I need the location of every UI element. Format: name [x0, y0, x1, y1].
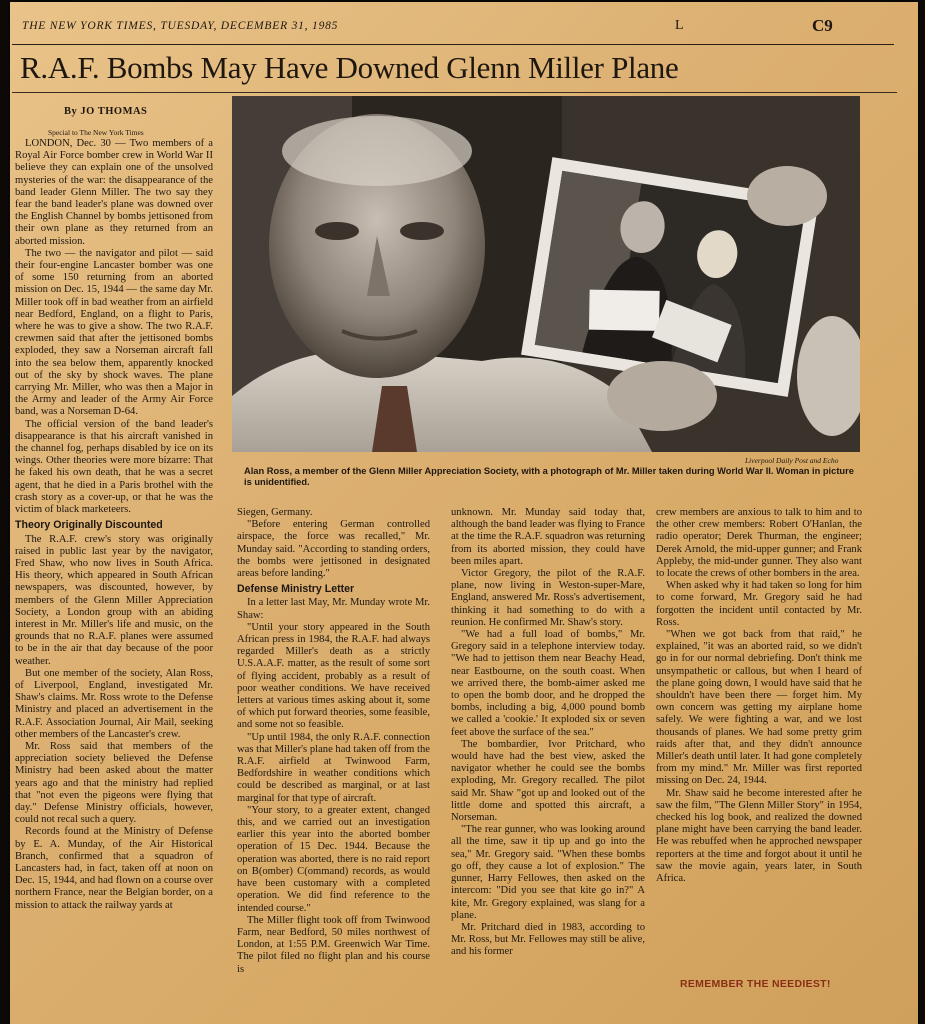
- paragraph: The Miller flight took off from Twinwood Farm, near Bedford, 50 miles northwest of London, at 1:55 P.M. Greenwich War Time. The pilot filed no flight plan and his course is: [237, 914, 430, 975]
- remember-the-neediest-banner: REMEMBER THE NEEDIEST!: [680, 978, 831, 990]
- dateline-special: Special to The New York Times: [48, 128, 144, 137]
- paragraph: "Before entering German controlled airspace, the force was recalled," Mr. Munday said. "According to standing orders, the bombs were jettisoned in designated areas before landing.": [237, 519, 430, 580]
- paragraph: In a letter last May, Mr. Munday wrote Mr. Shaw:: [237, 597, 430, 621]
- subheading: Defense Ministry Letter: [237, 583, 355, 596]
- paragraph: Mr. Shaw said he become interested after he saw the film, "The Glenn Miller Story" in 1954, checked his log book, and realized the downed plane might have been carrying the band leader. He was rebuffed when he approched newspaper reporters at the time and forgot about it until he saw the movie again, years later, in South Africa.: [656, 787, 862, 885]
- masthead: THE NEW YORK TIMES, TUESDAY, DECEMBER 31, 1985: [22, 20, 339, 32]
- paragraph: "When we got back from that raid," he explained, "it was an aborted raid, so we didn't go in for our normal debriefing. Don't think me unsympathetic or callous, but when I heard of the plane going down, I would have said that he shouldn't have been there — forget him. My own concern was getting my airplane home safely. We were fighting a war, and we lost thousands of planes. We had some pretty grim raids after that, and they didn't announce Miller's death until later. It had gone completely from my mind." Mr. Miller was first reported missing on Dec. 24, 1944.: [656, 629, 862, 787]
- paragraph: Records found at the Ministry of Defense by E. A. Munday, of the Air Historical Branch, confirmed that a squadron of Lancasters had, in fact, taken off at noon on Dec. 15, 1944, and had flown on a course over northern France, near the Belgian border, on a mission to attack the railway yards at: [15, 826, 213, 911]
- paragraph: Siegen, Germany.: [237, 507, 313, 518]
- paragraph: Mr. Ross said that members of the appreciation society believed the Defense Ministry had been asked about the matter years ago and that the ministry had replied that "not even the pigeons were flying that day." Defense Ministry officials, however, could not recal such a query.: [15, 740, 213, 826]
- paragraph: "Until your story appeared in the South African press in 1984, the R.A.F. had always regarded Miller's death as a strictly U.S.A.A.F. matter, as the result of some sort of flying accident, probably as a result of poor weather conditions. We have received letters at various times asking about it, some of which put forward theories, some feasible, and some not so feasible.: [237, 621, 430, 731]
- paragraph: When asked why it had taken so long for him to come forward, Mr. Gregory said he had forgotten the incident until contacted by Mr. Ross.: [656, 580, 862, 628]
- article-column-4: [656, 507, 862, 885]
- subheading: Theory Originally Discounted: [15, 519, 163, 532]
- photo-caption: Alan Ross, a member of the Glenn Miller Appreciation Society, with a photograph of Mr. Miller taken during World War II. Woman in picture is unidentified.: [244, 466, 854, 487]
- headline: R.A.F. Bombs May Have Downed Glenn Miller Plane: [20, 50, 679, 85]
- headline-rule: [12, 92, 897, 93]
- paragraph: But one member of the society, Alan Ross, of Liverpool, England, investigated Mr. Shaw's claims. Mr. Ross wrote to the Defense Ministry and placed an advertisement in the R.A.F. Association Journal, Air Mail, seeking other members of the Lancaster's crew.: [15, 667, 213, 740]
- paragraph: crew members are anxious to talk to him and to the other crew members: Robert O'Hanlan, the radio operator; Derek Thurman, the engineer; Derek Arnold, the mid-upper gunner; and Frank Appleby, the mid-under gunner. They also want to locate the crews of other bombers in the area.: [656, 507, 862, 580]
- photo-illustration: [232, 96, 860, 452]
- masthead-rule: [12, 44, 894, 45]
- paragraph: unknown. Mr. Munday said today that, although the band leader was flying to France at the time the R.A.F. squadron was returning from its aborted mission, they could have been miles apart.: [451, 507, 645, 567]
- byline: By JO THOMAS: [64, 106, 148, 117]
- paragraph: "We had a full load of bombs," Mr. Gregory said in a telephone interview today. "We had to jettison them near Beachy Head, near Eastbourne, on the south coast. When we arrived there, the bomb-aimer asked me to open the bomb door, and he dropped the bombs, including a big, 4,000 pound bomb we called a 'cookie.' It exploded six or seven feet above the surface of the sea.": [451, 629, 645, 738]
- paragraph: The R.A.F. crew's story was originally raised in public last year by the navigator, Fred Shaw, who now lives in South Africa. His theory, which appeared in South African newspapers, was discounted, however, by members of the Glenn Miller Appreciation Society, a London group with an abiding interest in Mr. Miller's life and music, on the grounds that no R.A.F. planes were assumed to be in the air that day because of the poor weather.: [15, 533, 213, 667]
- paragraph: The official version of the band leader's disappearance is that his aircraft vanished in the channel fog, perhaps disabled by ice on its wings. Other theories were more bizarre: That he faked his own death, that he was a secret agent, that he died in a Paris brothel with the crash story as a cover-up, or that he was the victim of black marketeers.: [15, 418, 213, 516]
- page-number: C9: [812, 16, 833, 35]
- paragraph: "Up until 1984, the only R.A.F. connection was that Miller's plane had taken off from the R.A.F. airfield at Twinwood Farm, Bedfordshire in weather conditions which could be described as marginal, or at last marginal for that type of aircraft.: [237, 731, 430, 804]
- photo-credit: Liverpool Daily Post and Echo: [745, 456, 839, 465]
- page-mark-l: L: [675, 18, 684, 33]
- paragraph: "The rear gunner, who was looking around all the time, saw it tip up and go into the sea," Mr. Gregory said. "When these bombs go off, they cause a lot of explosion." The gunner, Harry Fellowes, then asked on the intercom: "Did you see that kite go in?" A kite, Mr. Gregory explained, was slang for a plane.: [451, 824, 645, 921]
- paragraph: The two — the navigator and pilot — said their four-engine Lancaster bomber was one of some 150 returning from an aborted mission on Dec. 15, 1944 — the same day Mr. Miller took off in bad weather from an airfield near Bedford, England, on a flight to Paris, where he was to give a show. The two R.A.F. crewmen said that after the jettisoned bombs exploded, they saw a Norseman aircraft fall into the sea below them, apparently knocked out of the sky by shock waves. The plane carrying Mr. Miller, who was then a Major in the Army and leader of the Army Air Force band, was a Norseman D-64.: [15, 247, 213, 418]
- article-column-1: [15, 138, 213, 912]
- paragraph: The bombardier, Ivor Pritchard, who would have had the best view, asked the navigator whether he could see the bombs exploding, Mr. Gregory recalled. The pilot said Mr. Shaw "got up and looked out of the little dome and spotted this aircraft, a Norseman.: [451, 738, 645, 824]
- article-column-2: [237, 507, 430, 976]
- paragraph: Victor Gregory, the pilot of the R.A.F. plane, now living in Weston-super-Mare, England, answered Mr. Ross's advertisement, thinking it had something to do with a reunion. He confirmed Mr. Shaw's story.: [451, 568, 645, 628]
- paragraph: "Your story, to a greater extent, changed this, and we carried out an investigation earlier this year into the aborted bomber operation of 15 Dec. 1944. Because the operation was aborted, there is no raid report on B(omber) C(ommand) records, as would have been customary with a completed operation. We did find reference to the intended course.": [237, 804, 430, 914]
- paragraph: LONDON, Dec. 30 — Two members of a Royal Air Force bomber crew in World War II believe they can explain one of the unsolved mysteries of the war: the disappearance of the band leader Glenn Miller. The two say they fear the band leader's plane was downed over the English Channel by bombs jettisoned from their own plane as they returned from an aborted mission.: [15, 138, 213, 247]
- article-column-3: [451, 507, 645, 959]
- news-photo: [232, 96, 860, 452]
- paragraph: Mr. Pritchard died in 1983, according to Mr. Ross, but Mr. Fellowes may still be alive, and his former: [451, 921, 645, 958]
